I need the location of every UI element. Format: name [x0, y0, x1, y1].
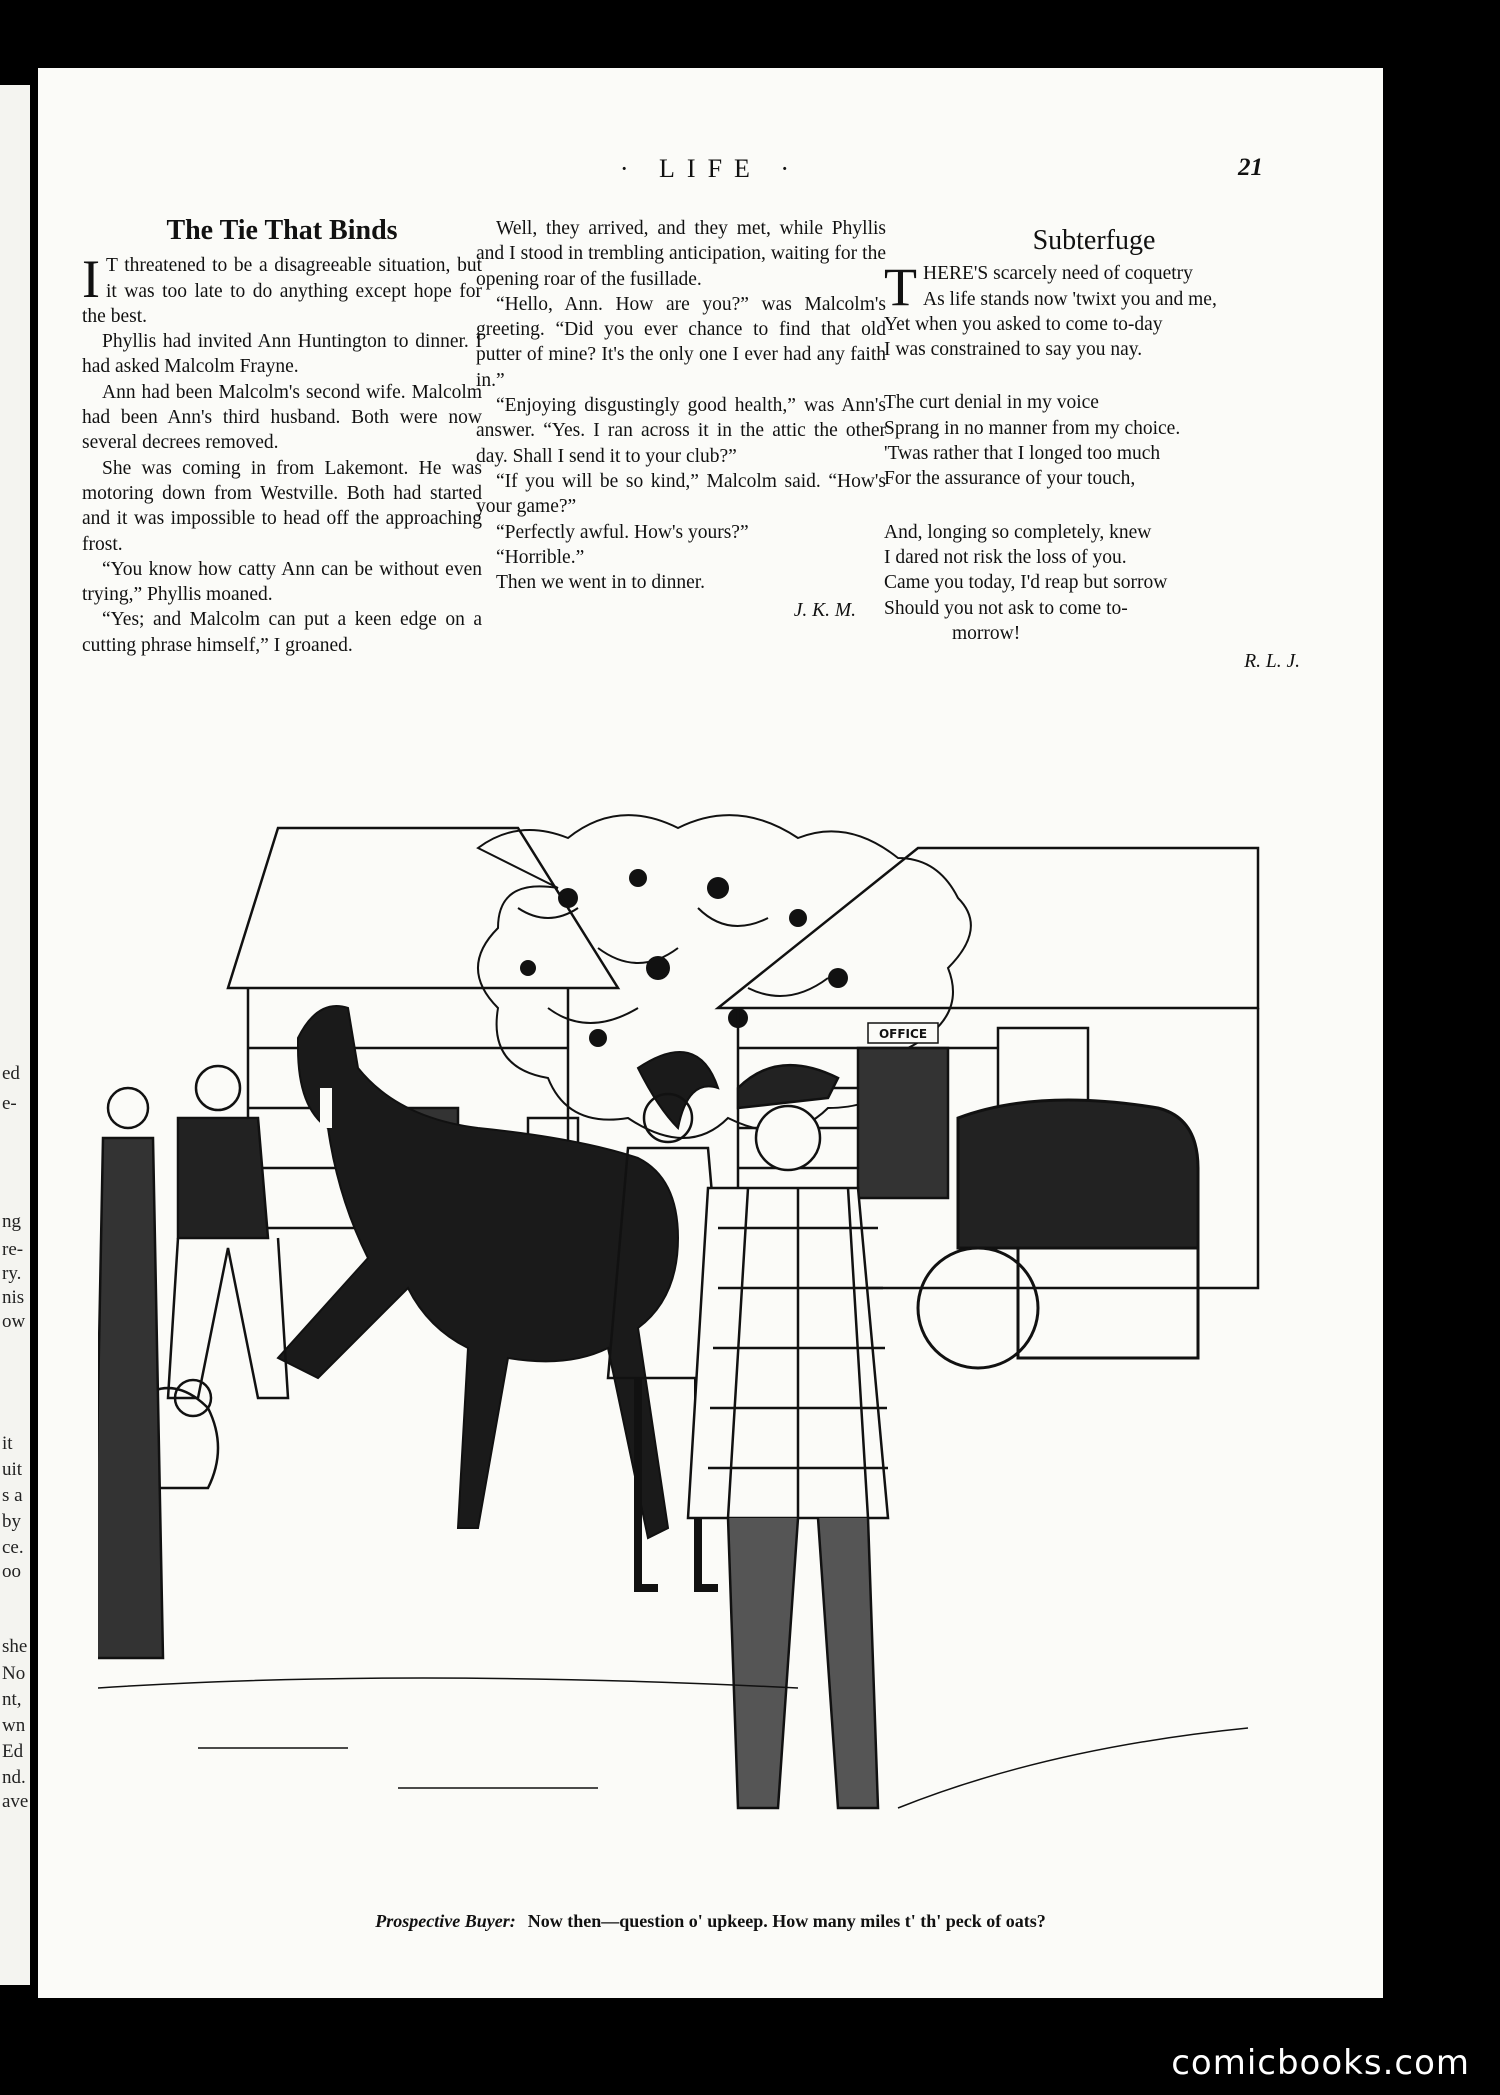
article-1-para-12: “Horrible.”	[496, 546, 585, 568]
poem-line: Sprang in no manner from my choice.	[884, 417, 1181, 439]
left-page-fragment: she	[2, 1636, 28, 1657]
article-1-para-4: She was coming in from Lakemont. He was motoring down from Westville. Both had started and it was impossible to head off the approaching frost.	[82, 457, 482, 555]
article-1-para-6: “Yes; and Malcolm can put a keen edge on a cutting phrase himself,” I groaned.	[82, 609, 482, 656]
poem-line: HERE'S scarcely need of coquetry	[923, 263, 1193, 285]
left-page-fragment: re-	[2, 1239, 24, 1260]
left-page-fragment: ry.	[2, 1263, 22, 1284]
left-page-fragment: No	[2, 1663, 26, 1684]
article-1-para-5: “You know how catty Ann can be without even trying,” Phyllis moaned.	[82, 558, 482, 606]
article-1-para-11: “Perfectly awful. How's yours?”	[496, 521, 749, 543]
left-page-fragment: ce.	[2, 1537, 24, 1558]
article-1-para-2: Phyllis had invited Ann Huntington to dinner. I had asked Malcolm Frayne.	[82, 331, 482, 378]
poem-line: Should you not ask to come to-	[884, 597, 1128, 619]
page-number: 21	[1238, 154, 1263, 181]
left-page-fragment: ng	[2, 1211, 21, 1232]
article-1-col-2	[476, 216, 886, 624]
drop-cap: T	[884, 257, 917, 318]
office-sign: OFFICE	[878, 1027, 928, 1041]
poem-line: And, longing so completely, knew	[884, 521, 1152, 543]
article-1-para-10: “If you will be so kind,” Malcolm said. “How's your game?”	[476, 470, 886, 518]
article-1-para-1: I T threatened to be a disagreeable situation, but it was too late to do anything except hope for the best.	[82, 249, 482, 327]
horse-illustration	[98, 788, 1298, 1868]
poem-line: 'Twas rather that I longed too much	[884, 443, 1161, 465]
magazine-page	[38, 68, 1383, 1998]
left-page-fragment: Ed	[2, 1741, 24, 1762]
left-page-fragment: wn	[2, 1715, 26, 1736]
left-page-fragment: ow	[2, 1311, 26, 1332]
left-page-fragment: oo	[2, 1561, 21, 1582]
left-page-fragment: ed	[2, 1063, 20, 1084]
left-page-fragment: it	[2, 1433, 13, 1454]
poem-line: Came you today, I'd reap but sorrow	[884, 572, 1168, 594]
stanza-break	[884, 362, 1304, 390]
left-page-fragment: ave	[2, 1791, 29, 1812]
poem-line: I was constrained to say you nay.	[884, 339, 1143, 361]
article-1-para-13: Then we went in to dinner.	[496, 572, 706, 594]
article-1-para-3: Ann had been Malcolm's second wife. Malcolm had been Ann's third husband. Both were now several decrees removed.	[82, 381, 482, 454]
drop-cap: I	[82, 249, 100, 310]
stanza-break	[884, 492, 1304, 520]
article-2-col	[884, 220, 1304, 674]
left-page-fragment: by	[2, 1511, 21, 1532]
article-2-signature: R. L. J.	[1244, 651, 1300, 673]
article-1-para-7: Well, they arrived, and they met, while Phyllis and I stood in trembling anticipation, waiting for the opening roar of the fusillade.	[476, 218, 886, 290]
article-2-title: Subterfuge	[1032, 225, 1156, 256]
article-1-para-8: “Hello, Ann. How are you?” was Malcolm's greeting. “Did you ever chance to find that old putter of mine? It's the only one I ever had any faith in.”	[476, 293, 886, 391]
poem-line: As life stands now 'twixt you and me,	[923, 288, 1217, 310]
poem-line: The curt denial in my voice	[884, 392, 1099, 414]
watermark: comicbooks.com	[1171, 2043, 1470, 2083]
caption-text: Now then—question o' upkeep. How many miles t' th' peck of oats?	[527, 1911, 1046, 1931]
caption-speaker: Prospective Buyer:	[375, 1911, 516, 1931]
poem-line: morrow!	[952, 622, 1021, 644]
poem-line: For the assurance of your touch,	[884, 468, 1136, 490]
running-head: · LIFE ·	[619, 154, 802, 183]
left-page-fragment: s a	[2, 1485, 23, 1506]
left-page-fragment: nd.	[2, 1767, 26, 1788]
article-1-col-1	[82, 216, 482, 658]
left-page-fragment: uit	[2, 1459, 23, 1480]
illustration-caption	[38, 1911, 1383, 1932]
left-page-fragment: e-	[2, 1093, 17, 1114]
article-1-para-9: “Enjoying disgustingly good health,” was Ann's answer. “Yes. I ran across it in the attic the other day. Shall I send it to your club?”	[476, 395, 886, 467]
article-1-title: The Tie That Binds	[166, 215, 398, 246]
poem-line: Yet when you asked to come to-day	[884, 313, 1163, 335]
left-page-fragment: nis	[2, 1287, 25, 1308]
article-1-signature: J. K. M.	[793, 600, 856, 622]
poem-body	[884, 257, 1304, 646]
left-page-fragment: nt,	[2, 1689, 22, 1710]
poem-line: I dared not risk the loss of you.	[884, 546, 1127, 568]
